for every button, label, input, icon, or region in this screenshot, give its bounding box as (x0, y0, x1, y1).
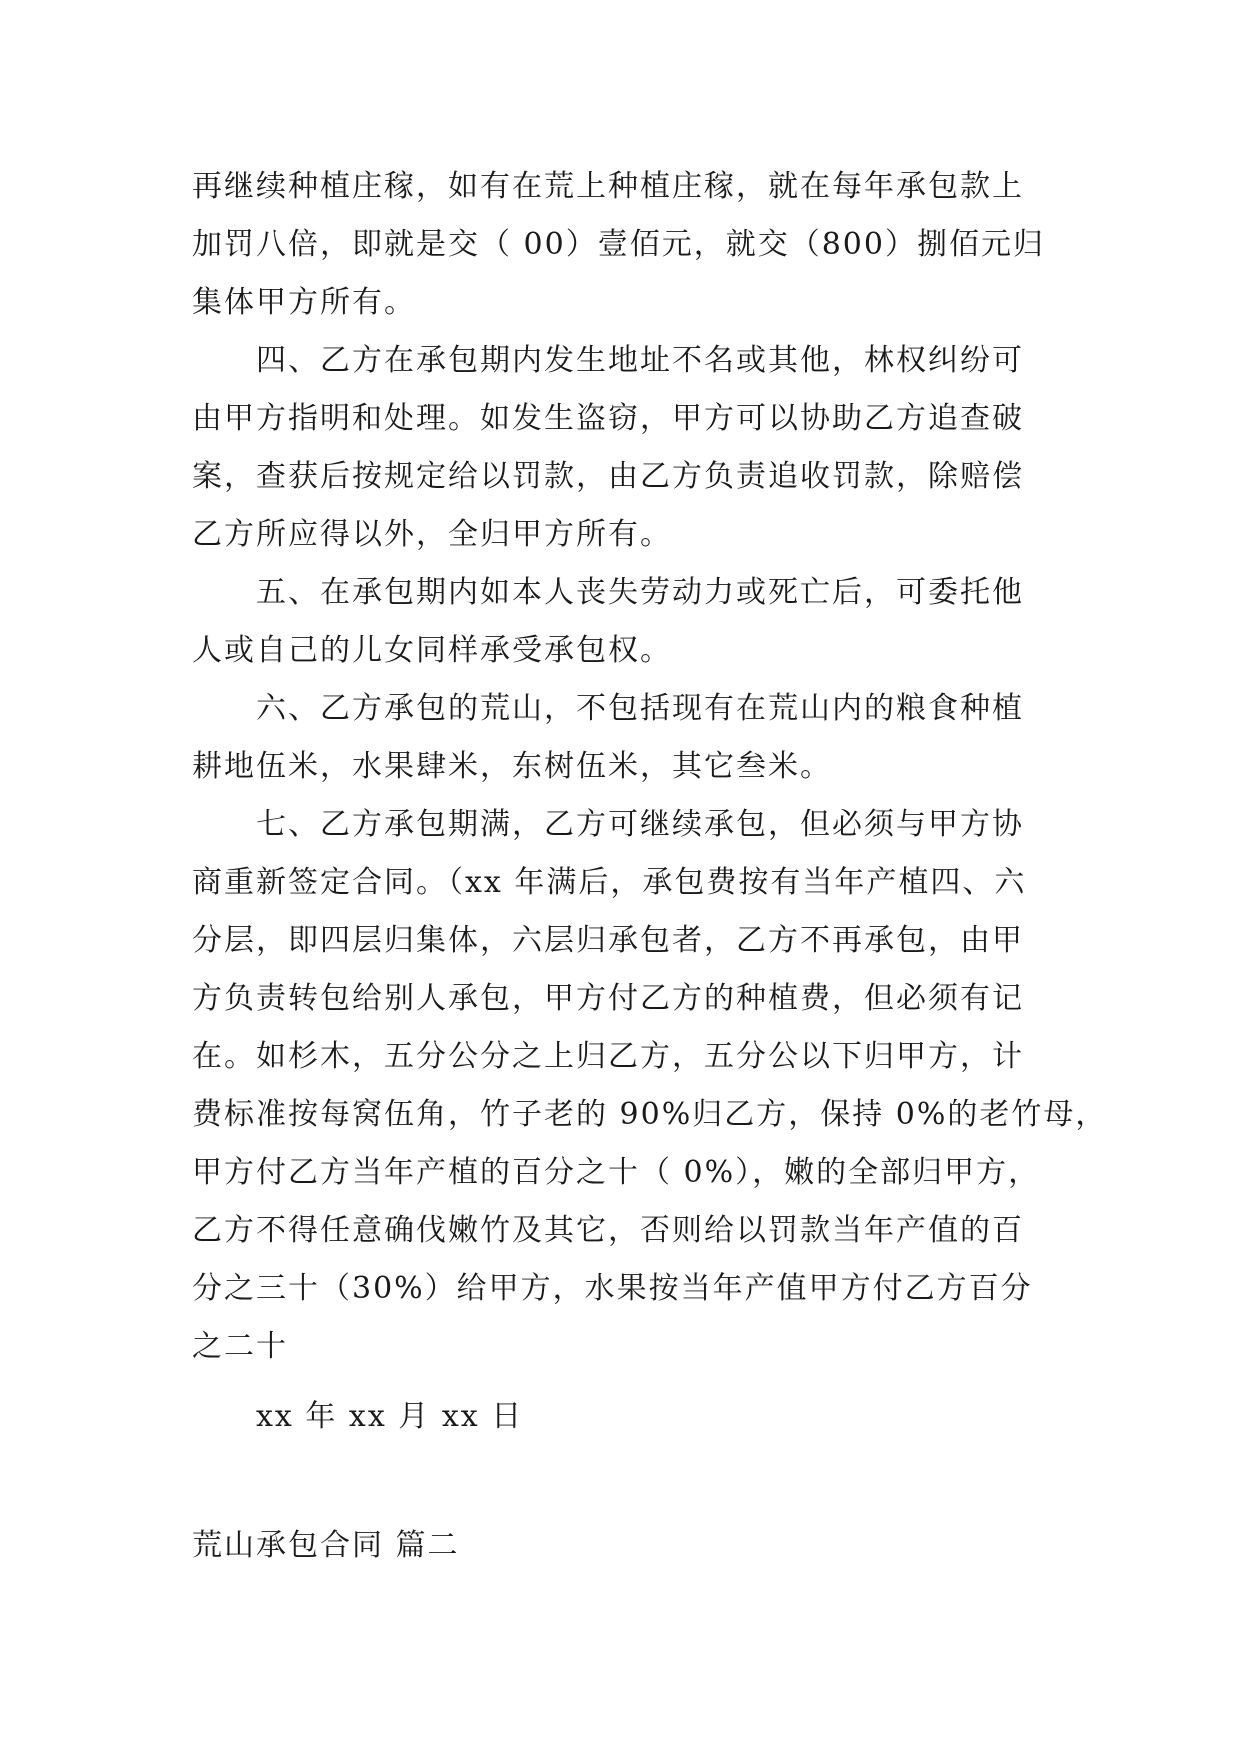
text-line: 人或自己的儿女同样承受承包权。 (192, 633, 672, 668)
text-line: 七、乙方承包期满，乙方可继续承包，但必须与甲方协 (256, 807, 1024, 842)
text-line: 由甲方指明和处理。如发生盗窃，甲方可以协助乙方追查破 (192, 401, 1024, 436)
text-line: 加罚八倍，即就是交（ 00）壹佰元，就交（800）捌佰元归 (192, 227, 1045, 262)
text-line: 六、乙方承包的荒山，不包括现有在荒山内的粮食种植 (256, 691, 1024, 726)
text-line: 甲方付乙方当年产植的百分之十（ 0%），嫩的全部归甲方， (192, 1155, 1041, 1190)
text-line: 四、乙方在承包期内发生地址不名或其他，林权纠纷可 (256, 343, 1024, 378)
date-line: xx 年 xx 月 xx 日 (256, 1399, 524, 1434)
text-line: 乙方不得任意确伐嫩竹及其它，否则给以罚款当年产值的百 (192, 1213, 1024, 1248)
text-line: 方负责转包给别人承包，甲方付乙方的种植费，但必须有记 (192, 981, 1024, 1016)
section-heading: 荒山承包合同 篇二 (192, 1528, 460, 1563)
text-line: 集体甲方所有。 (192, 285, 416, 320)
text-line: 案，查获后按规定给以罚款，由乙方负责追收罚款，除赔偿 (192, 459, 1024, 494)
text-line: 乙方所应得以外，全归甲方所有。 (192, 517, 672, 552)
text-line: 再继续种植庄稼，如有在荒上种植庄稼，就在每年承包款上 (192, 169, 1024, 204)
text-line: 之二十 (192, 1329, 288, 1364)
text-line: 五、在承包期内如本人丧失劳动力或死亡后，可委托他 (256, 575, 1024, 610)
body-text (192, 158, 1108, 1376)
text-line: 耕地伍米，水果肆米，东树伍米，其它叁米。 (192, 749, 832, 784)
text-line: 分之三十（30%）给甲方，水果按当年产值甲方付乙方百分 (192, 1271, 1033, 1306)
text-line: 在。如杉木，五分公分之上归乙方，五分公以下归甲方，计 (192, 1039, 1024, 1074)
text-line: 分层，即四层归集体，六层归承包者，乙方不再承包，由甲 (192, 923, 1024, 958)
text-line: 费标准按每窝伍角，竹子老的 90%归乙方，保持 0%的老竹母， (192, 1097, 1108, 1132)
text-line: 商重新签定合同。（xx 年满后，承包费按有当年产植四、六 (192, 865, 1027, 900)
